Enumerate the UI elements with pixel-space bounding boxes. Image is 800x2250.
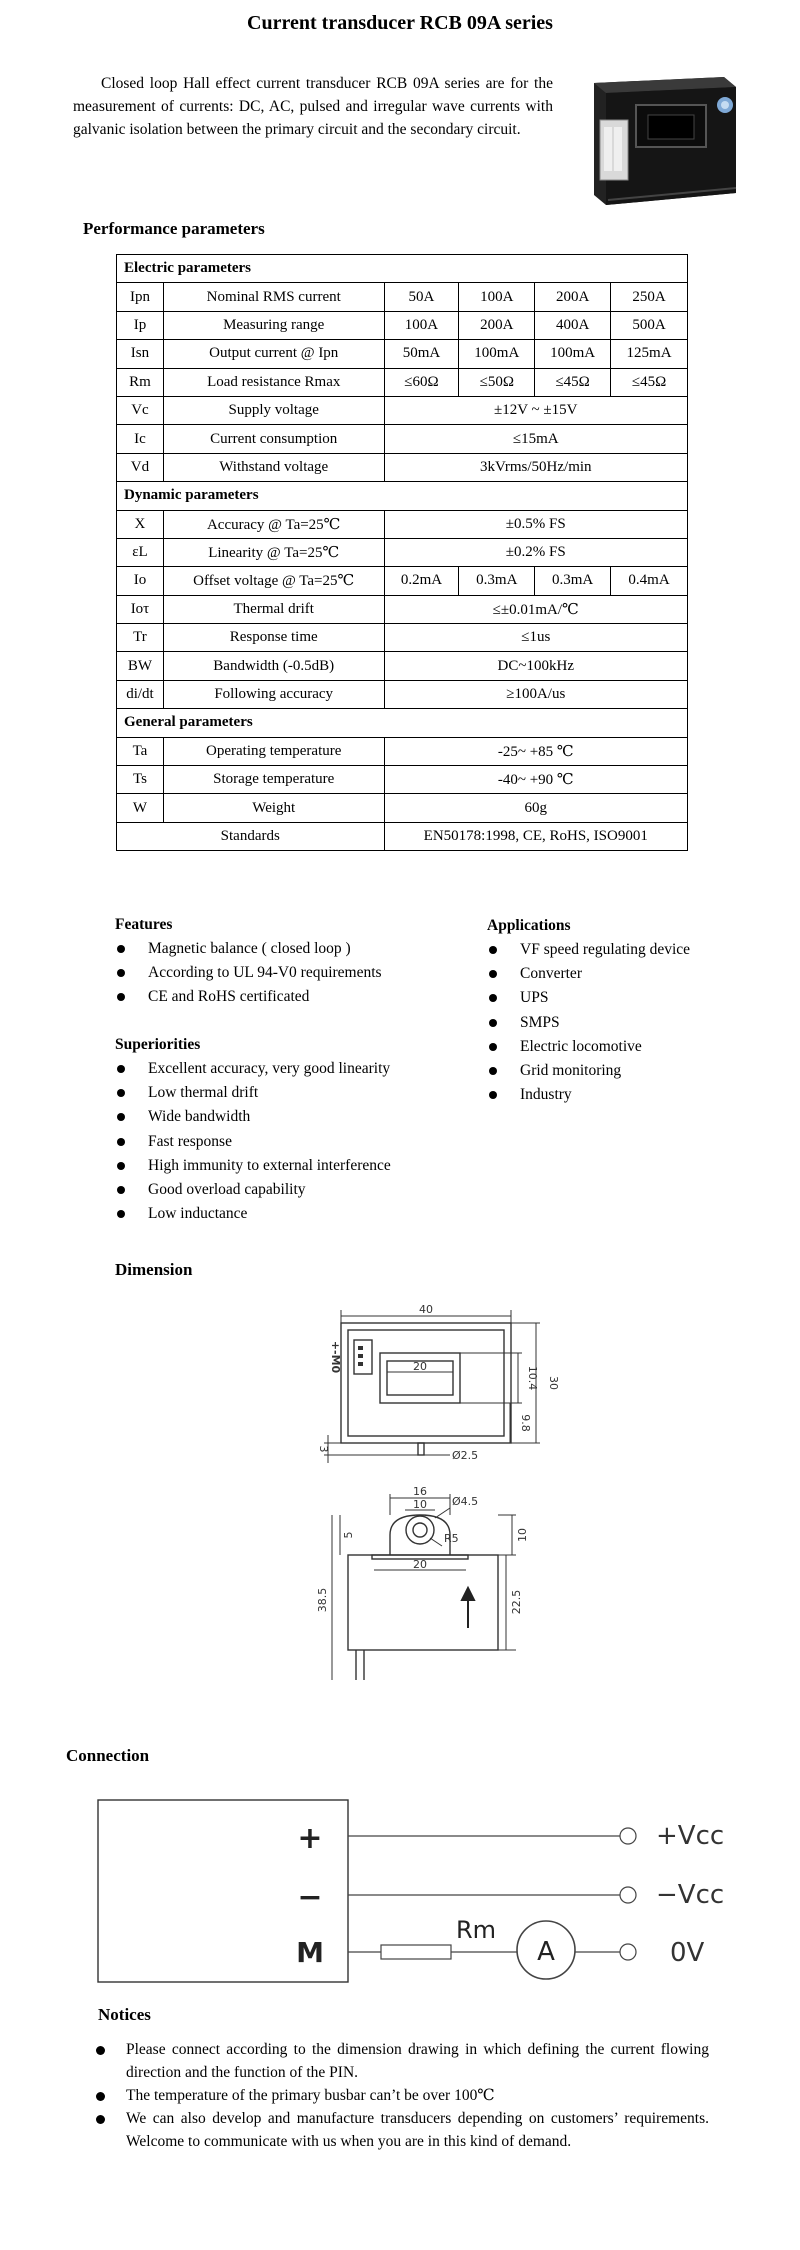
performance-heading: Performance parameters (83, 219, 265, 238)
list-item: According to UL 94-V0 requirements (115, 961, 455, 985)
param-symbol: Rm (117, 368, 164, 396)
param-symbol: Ip (117, 311, 164, 339)
applications-title: Applications (487, 917, 571, 934)
param-name: Nominal RMS current (163, 283, 384, 311)
notices-heading: Notices (98, 2005, 151, 2024)
ammeter-label: A (537, 1937, 555, 1967)
notice-item: Please connect according to the dimension drawing in which defining the current flowing direction and the function of the PIN. (96, 2038, 709, 2084)
applications-list (487, 938, 767, 1107)
param-value: ≤45Ω (611, 368, 688, 396)
param-value: 100mA (535, 340, 611, 368)
dimension-side-view (310, 1480, 570, 1705)
param-value: 0.2mA (384, 567, 459, 595)
param-value: 100mA (459, 340, 535, 368)
param-name: Storage temperature (163, 766, 384, 794)
list-item: Good overload capability (115, 1178, 455, 1202)
resistor-label: Rm (455, 1916, 497, 1944)
param-name: Operating temperature (163, 737, 384, 765)
dim-r5: R5 (444, 1532, 459, 1545)
section-row-general (117, 709, 688, 737)
param-name: Withstand voltage (163, 453, 384, 481)
param-symbol: di/dt (117, 680, 164, 708)
list-item: Electric locomotive (487, 1035, 767, 1059)
param-value: 3kVrms/50Hz/min (384, 453, 687, 481)
notice-item: The temperature of the primary busbar can’t be over 100℃ (96, 2084, 709, 2107)
param-symbol: Ta (117, 737, 164, 765)
notices-list (96, 2038, 709, 2153)
param-symbol: εL (117, 538, 164, 566)
param-name: Measuring range (163, 311, 384, 339)
param-name: Bandwidth (-0.5dB) (163, 652, 384, 680)
table-row (117, 624, 688, 652)
param-value: ±12V ~ ±15V (384, 396, 687, 424)
table-row (117, 283, 688, 311)
list-item: UPS (487, 986, 767, 1010)
dim-diameter-4-5: Ø4.5 (452, 1495, 479, 1508)
performance-table (116, 254, 688, 851)
param-value: EN50178:1998, CE, RoHS, ISO9001 (384, 822, 687, 850)
list-item: CE and RoHS certificated (115, 985, 455, 1009)
list-item: VF speed regulating device (487, 938, 767, 962)
param-value: 50A (384, 283, 459, 311)
dim-3: 3 (317, 1445, 330, 1453)
page-title: Current transducer RCB 09A series (247, 12, 553, 34)
list-item: High immunity to external interference (115, 1154, 455, 1178)
mounting-hole-inner (413, 1523, 427, 1537)
param-value: ≤±0.01mA/℃ (384, 595, 687, 623)
param-name: Weight (163, 794, 384, 822)
dimension-top-view (310, 1300, 570, 1475)
pin-stub (418, 1443, 424, 1455)
connection-heading: Connection (66, 1746, 150, 1765)
connection-diagram (90, 1790, 740, 1990)
table-row (117, 453, 688, 481)
notice-item: We can also develop and manufacture transducers depending on customers’ requirements. Welcome to communicate with us when you are in this kind of demand. (96, 2107, 709, 2153)
param-symbol: Vc (117, 396, 164, 424)
features-title: Features (115, 916, 173, 933)
param-name: Accuracy @ Ta=25℃ (163, 510, 384, 538)
param-symbol: Ic (117, 425, 164, 453)
param-value: 200A (535, 283, 611, 311)
param-symbol: W (117, 794, 164, 822)
dim-30: 30 (547, 1376, 560, 1390)
list-item: Grid monitoring (487, 1059, 767, 1083)
param-value: 250A (611, 283, 688, 311)
section-row-dynamic (117, 482, 688, 510)
param-symbol: Ts (117, 766, 164, 794)
dim-38-5: 38.5 (316, 1587, 329, 1613)
table-row (117, 510, 688, 538)
param-value: 0.3mA (535, 567, 611, 595)
param-value: 0.3mA (459, 567, 535, 595)
output-minus-vcc: −Vcc (656, 1880, 725, 1910)
param-symbol: X (117, 510, 164, 538)
dim-10-4: 10.4 (526, 1365, 539, 1391)
section-electric: Electric parameters (117, 255, 688, 283)
output-0v: 0V (670, 1938, 705, 1968)
terminal-vcc-minus (620, 1887, 636, 1903)
list-item: Industry (487, 1083, 767, 1107)
param-value: ≤15mA (384, 425, 687, 453)
param-symbol: BW (117, 652, 164, 680)
param-value: 0.4mA (611, 567, 688, 595)
dim-10-side: 10 (516, 1528, 529, 1542)
param-value: 500A (611, 311, 688, 339)
dim-20-side: 20 (413, 1558, 427, 1571)
mounting-tab (390, 1515, 450, 1555)
param-name: Linearity @ Ta=25℃ (163, 538, 384, 566)
table-row (117, 652, 688, 680)
dim-diameter-2-5: Ø2.5 (452, 1449, 479, 1462)
param-value: ≤60Ω (384, 368, 459, 396)
param-symbol: Ioτ (117, 595, 164, 623)
terminal-vcc-plus (620, 1828, 636, 1844)
param-value: ±0.5% FS (384, 510, 687, 538)
mounting-hole-outer (406, 1516, 434, 1544)
param-symbol: Ipn (117, 283, 164, 311)
section-row-electric (117, 255, 688, 283)
pin-minus-label: − (297, 1880, 323, 1915)
dim-16: 16 (413, 1485, 427, 1498)
param-symbol: Vd (117, 453, 164, 481)
param-symbol: Isn (117, 340, 164, 368)
section-general: General parameters (117, 709, 688, 737)
dim-22-5: 22.5 (510, 1589, 523, 1615)
param-value: ≤50Ω (459, 368, 535, 396)
table-row (117, 766, 688, 794)
param-value: ≥100A/us (384, 680, 687, 708)
table-row (117, 595, 688, 623)
param-name: Supply voltage (163, 396, 384, 424)
param-value: 100A (384, 311, 459, 339)
param-value: ≤1us (384, 624, 687, 652)
table-row (117, 538, 688, 566)
list-item: Wide bandwidth (115, 1105, 455, 1129)
param-name: Following accuracy (163, 680, 384, 708)
param-value: DC~100kHz (384, 652, 687, 680)
outer-frame (341, 1323, 511, 1443)
arrow-icon (462, 1588, 474, 1628)
param-value: 200A (459, 311, 535, 339)
param-value: 100A (459, 283, 535, 311)
param-name: Standards (117, 822, 385, 850)
dim-5: 5 (342, 1531, 355, 1539)
table-row (117, 567, 688, 595)
pin-labels: +-M0 (329, 1340, 342, 1374)
param-name: Thermal drift (163, 595, 384, 623)
dim-9-8: 9.8 (519, 1414, 532, 1432)
list-item: Fast response (115, 1130, 455, 1154)
applications-section (487, 914, 767, 1107)
list-item: Magnetic balance ( closed loop ) (115, 937, 455, 961)
param-name: Output current @ Ipn (163, 340, 384, 368)
intro-paragraph: Closed loop Hall effect current transducer RCB 09A series are for the measurement of currents: DC, AC, pulsed and irregular wave currents with galvanic isolation between the primary circuit and the secondary circuit. (73, 75, 553, 138)
table-row (117, 311, 688, 339)
list-item: Low thermal drift (115, 1081, 455, 1105)
output-plus-vcc: +Vcc (656, 1821, 725, 1851)
dim-10-top: 10 (413, 1498, 427, 1511)
pin-plus-label: + (297, 1821, 323, 1856)
features-list (115, 937, 455, 1010)
param-name: Response time (163, 624, 384, 652)
param-value: 400A (535, 311, 611, 339)
superiorities-title: Superiorities (115, 1036, 201, 1053)
table-row (117, 340, 688, 368)
param-value: -40~ +90 ℃ (384, 766, 687, 794)
table-row (117, 680, 688, 708)
list-item: SMPS (487, 1011, 767, 1035)
table-row (117, 794, 688, 822)
param-value: 50mA (384, 340, 459, 368)
terminal-0v (620, 1944, 636, 1960)
table-row (117, 822, 688, 850)
param-value: -25~ +85 ℃ (384, 737, 687, 765)
dim-40: 40 (419, 1303, 433, 1316)
features-section (115, 913, 455, 1010)
dimension-heading: Dimension (115, 1260, 193, 1279)
resistor-rm (381, 1945, 451, 1959)
param-value: ±0.2% FS (384, 538, 687, 566)
param-value: ≤45Ω (535, 368, 611, 396)
param-name: Offset voltage @ Ta=25℃ (163, 567, 384, 595)
superiorities-list (115, 1057, 455, 1226)
product-photo (586, 75, 741, 210)
list-item: Low inductance (115, 1202, 455, 1226)
section-dynamic: Dynamic parameters (117, 482, 688, 510)
superiorities-section (115, 1033, 455, 1226)
table-row (117, 368, 688, 396)
param-value: 60g (384, 794, 687, 822)
param-name: Current consumption (163, 425, 384, 453)
param-symbol: Io (117, 567, 164, 595)
table-row (117, 737, 688, 765)
table-row (117, 396, 688, 424)
param-symbol: Tr (117, 624, 164, 652)
param-value: 125mA (611, 340, 688, 368)
list-item: Converter (487, 962, 767, 986)
table-row (117, 425, 688, 453)
pin-m-label: M (296, 1936, 324, 1969)
param-name: Load resistance Rmax (163, 368, 384, 396)
dim-20: 20 (413, 1360, 427, 1373)
list-item: Excellent accuracy, very good linearity (115, 1057, 455, 1081)
